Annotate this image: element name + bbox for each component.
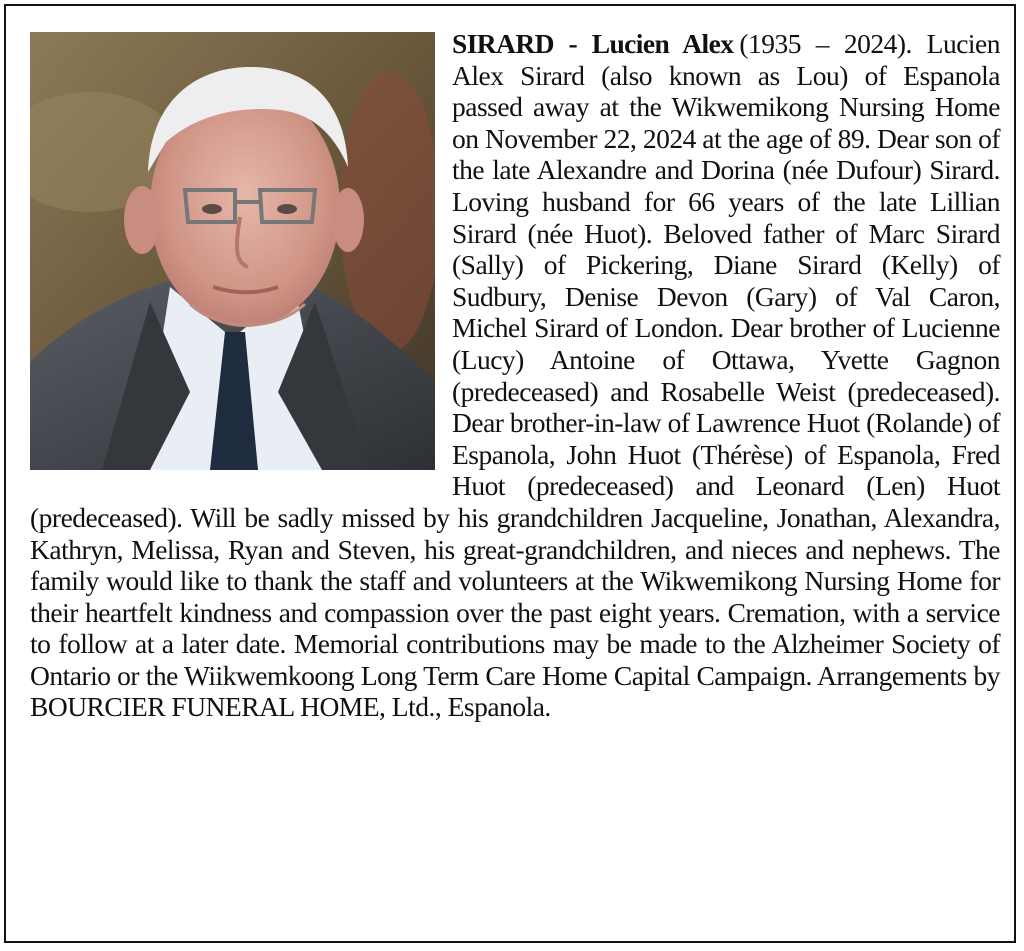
deceased-name: SIRARD - Lucien Alex [452,28,734,59]
photo-text-wrap-space [30,28,452,474]
obituary-body: Lucien Alex Sirard (also known as Lou) of Espanola passed away at the Wikwemikong Nursing Home on November 22, 2024 at the age of 89. Dear son of the late Alexandre and Dorina (née Dufour) Sirard. Loving husband for 66 years of the late Lillian Sirard (née Huot). Beloved father of Marc Sirard (Sally) of Pickering, Diane Sirard (Kelly) of Sudbury, Denise Devon (Gary) of Val Caron, Michel Sirard of London. Dear brother of Lucienne (Lucy) Antoine of Ottawa, Yvette Gagnon (predeceased) and Rosabelle Weist (predeceased). Dear brother-in-law of Lawrence Huot (Rolande) of Espanola, John Huot (Thérèse) of Espanola, Fred Huot (predeceased) and Leonard (Len) Huot (predeceased). Will be sadly missed by his grandchildren Jacqueline, Jonathan, Alexandra, Kathryn, Melissa, Ryan and Steven, his great-grandchildren, and nieces and nephews. The family would like to thank the staff and volunteers at the Wikwemikong Nursing Home for their heartfelt kindness and compassion over the past eight years. Cremation, with a service to follow at a later date. Memorial contributions may be made to the Alzheimer Society of Ontario or the Wiikwemkoong Long Term Care Home Capital Campaign. Arrangements by BOURCIER FUNERAL HOME, Ltd., Espanola. [30,28,1000,723]
life-years: (1935 – 2024). [739,28,912,59]
obituary-frame [4,4,1016,943]
obituary-text [30,28,1000,723]
